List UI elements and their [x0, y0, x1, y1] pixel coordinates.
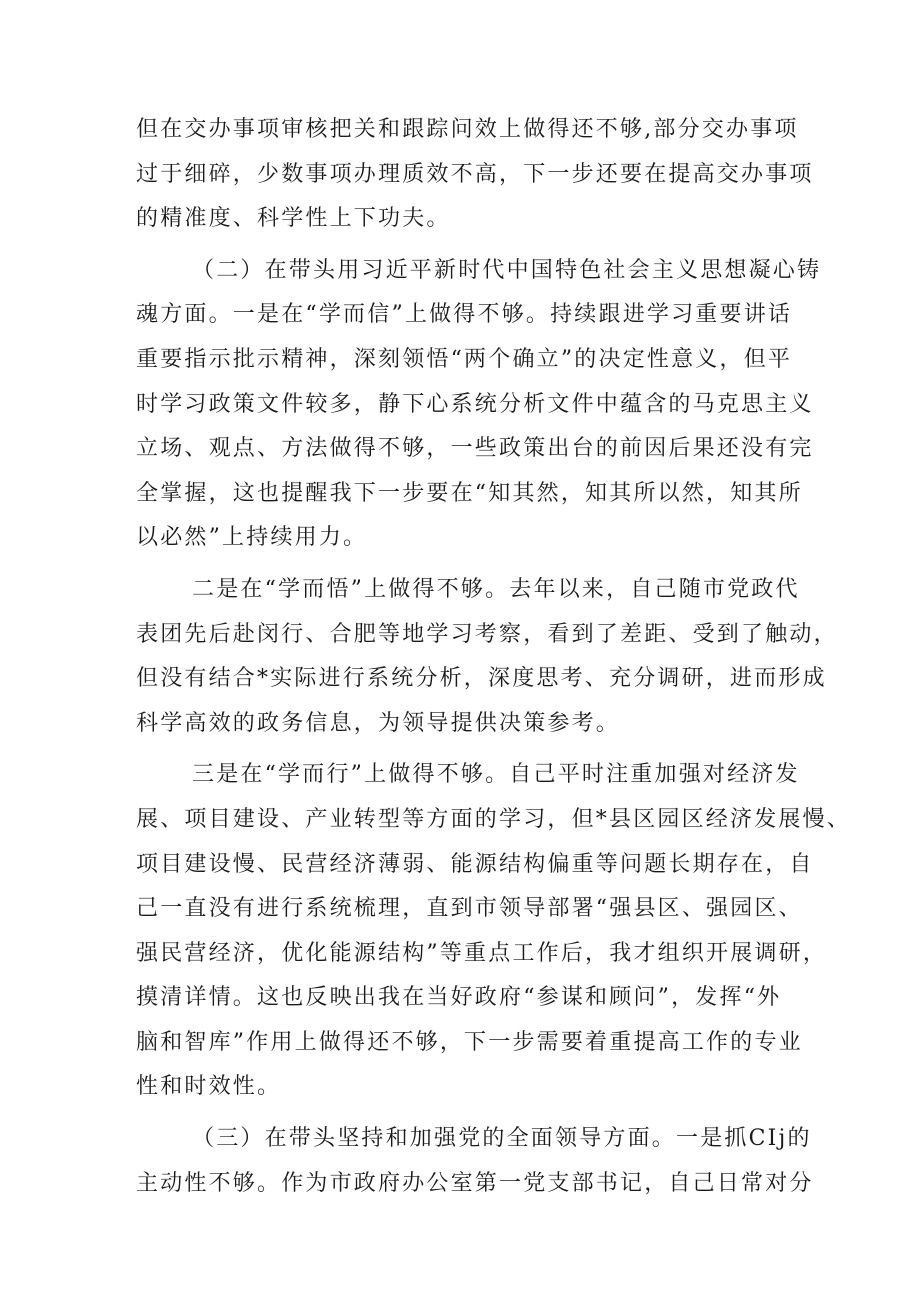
text-line: 强民营经济，优化能源结构”等重点工作后，我才组织开展调研，: [136, 940, 828, 966]
text-line: 科学高效的政务信息，为领导提供决策参考。: [136, 710, 621, 736]
text-line: 立场、观点、方法做得不够，一些政策出台的前因后果还没有完: [136, 436, 814, 462]
text-line: 过于细碎，少数事项办理质效不高，下一步还要在提高交办事项: [136, 161, 814, 187]
document-body: [136, 108, 852, 1206]
text-line: 时学习政策文件较多，静下心系统分析文件中蕴含的马克思主义: [136, 391, 814, 417]
text-line: 脑和智库”作用上做得还不够，下一步需要着重提高工作的专业: [136, 1029, 803, 1055]
paragraph-section-3: [136, 1117, 814, 1206]
text-line: 性和时效性。: [136, 1074, 282, 1100]
text-line: （三）在带头坚持和加强党的全面领导方面。一是抓CIj的: [192, 1126, 812, 1152]
text-line: 项目建设慢、民营经济薄弱、能源结构偏重等问题长期存在，自: [136, 851, 814, 877]
text-line: 重要指示批示精神，深刻领悟“两个确立”的决定性意义，但平: [136, 346, 793, 372]
text-line: 以必然”上持续用力。: [136, 525, 368, 551]
text-line: 全掌握，这也提醒我下一步要在“知其然，知其所以然，知其所: [136, 480, 803, 506]
text-line: 魂方面。一是在“学而信”上做得不够。持续跟进学习重要讲话: [136, 302, 793, 328]
text-line: 展、项目建设、产业转型等方面的学习，但*县区园区经济发展慢、: [136, 806, 852, 832]
paragraph-point-2: [136, 568, 838, 746]
paragraph-point-3: [136, 753, 852, 1110]
text-line: 主动性不够。作为市政府办公室第一党支部书记，自己日常对分: [136, 1170, 814, 1196]
text-line: 己一直没有进行系统梳理，直到市领导部署“强县区、强园区、: [136, 896, 803, 922]
paragraph-section-2: [136, 249, 822, 561]
text-line: 但没有结合*实际进行系统分析，深度思考、充分调研，进而形成: [136, 666, 827, 692]
text-line: （二）在带头用习近平新时代中国特色社会主义思想凝心铸: [192, 257, 822, 283]
text-line: 表团先后赴闵行、合肥等地学习考察，看到了差距、受到了触动，: [136, 621, 838, 647]
text-line: 三是在“学而行”上做得不够。自己平时注重加强对经济发: [192, 762, 800, 788]
text-line: 摸清详情。这也反映出我在当好政府“参谋和顾问”，发挥“外: [136, 985, 782, 1011]
text-line: 但在交办事项审核把关和跟踪问效上做得还不够,部分交办事项: [136, 117, 799, 142]
paragraph-continuation: [136, 108, 814, 242]
text-line: 的精准度、科学性上下功夫。: [136, 206, 451, 232]
text-line: 二是在“学而悟”上做得不够。去年以来，自己随市党政代: [192, 576, 800, 602]
